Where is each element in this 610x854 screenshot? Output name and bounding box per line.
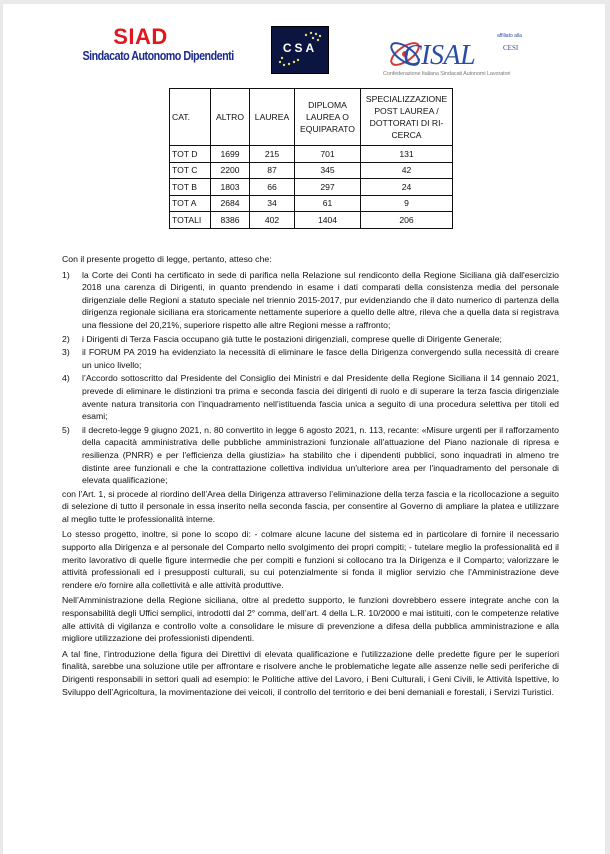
csa-logo <box>271 26 329 74</box>
list-item <box>62 424 559 487</box>
table-cell: TOT D <box>170 146 211 163</box>
table-cell: 345 <box>295 162 361 179</box>
table-cell: TOT C <box>170 162 211 179</box>
table-cell: 1404 <box>295 212 361 229</box>
cisal-logo <box>383 28 543 82</box>
table-cell: 1699 <box>211 146 250 163</box>
body-paragraph: A tal fine, l’introduzione della figura dei Direttivi di elevata qualificazione e l'utilizzazione delle predette figure per le superiori finalità, sarebbe una soluzione utile per affrontare e risolvere anche le problematiche legate alle assenze nelle sedi periferiche di Dirigenti responsabili in settori quali ad esempio: le Politiche attive del Lavoro, i Beni Culturali, i Geni Civili, le Attività Ispettive, lo Sviluppo dell’Agricoltura, la movimentazione dei veicoli, il controllo del territorio e dei beni demaniali e forestali, i Servizi Turistici. <box>62 648 559 697</box>
list-item <box>62 346 559 371</box>
body-paragraph: Nell’Amministrazione della Regione siciliana, oltre al predetto supporto, le funzioni dovrebbero essere integrate anche con la responsabilità degli Uffici semplici, introdotti dal 2° comma, dell’art. 4 della L.R. 10/2000 e mai istituiti, con le competenze relative alle attività di vigilanza e controllo volte a consolidare le misure di prevenzione a difesa della pubblica amministrazione e alla migliore utilizzazione dei professionisti dipendenti. <box>62 595 559 644</box>
table-header-cell: LAUREA <box>250 89 295 146</box>
list-item-text: l’Accordo sottoscritto dal Presidente del Consiglio dei Ministri e dal Presidente della Regione Siciliana il 14 gennaio 2021, prevede di eliminare le distinzioni tra prima e seconda fascia dei dirigenti di ruolo e di superare la terza fascia dirigenziale avente natura transitoria con l’inquadramento nell’istituenda fascia unica a seguito di una procedura selettiva per titoli ed esami; <box>82 373 559 422</box>
table-header-cell: CAT. <box>170 89 211 146</box>
list-item-text: il FORUM PA 2019 ha evidenziato la necessità di eliminare le fasce della Dirigenza convergendo sulla necessità di creare un unico livello; <box>82 347 559 370</box>
table-cell: 66 <box>250 179 295 196</box>
table-cell: 2200 <box>211 162 250 179</box>
table-cell: 9 <box>361 195 453 212</box>
table-cell: 8386 <box>211 212 250 229</box>
cisal-logo-title: CISAL <box>403 40 476 71</box>
list-item-text: il decreto-legge 9 giugno 2021, n. 80 convertito in legge 6 agosto 2021, n. 113, recante: «Misure urgenti per il rafforzamento della capacità amministrativa delle pubbliche amministrazioni funzionale all'attuazione del Piano nazionale di ripresa e resilienza (PNRR) e per l'efficienza della giustizia» ha stabilito che i dipendenti pubblici, sono inquadrati in almeno tre distinte aree funzionali e che la contrattazione collettiva individua un'ulteriore area per l'inquadramento del personale di elevata qualificazione; <box>82 424 559 486</box>
table-cell: 42 <box>361 162 453 179</box>
table-cell: 1803 <box>211 179 250 196</box>
table-cell: 87 <box>250 162 295 179</box>
body-paragraph: con l’Art. 1, si procede al riordino dell’Area della Dirigenza attraverso l’eliminazione della terza fascia e la ricollocazione a seguito di selezione di tutto il personale in essa inserito nella seconda fascia, per consentire al Governo di ampliare la platea e utilizzare al meglio tutte le professionalità interne. <box>62 488 559 524</box>
table-cell: 402 <box>250 212 295 229</box>
intro-paragraph: Con il presente progetto di legge, pertanto, atteso che: <box>62 254 272 264</box>
body-paragraph: Lo stesso progetto, inoltre, si pone lo scopo di: - colmare alcune lacune del sistema ed in particolare di fornire il necessario supporto alla Dirigenza e al personale del Comparto nello svolgimento dei propri compiti; - tutelare meglio la professionalità ed il merito lavorativo di quelle figure intermedie che per compiti e funzioni si collocano tra la Dirigenza e il Comparto; valorizzare le attività professionali ed i presupposti culturali, su cui potenzialmente si fonda il miglior servizio che l'Amministrazione deve rendere e/o fornire alla collettività e alle attività produttive. <box>62 529 559 590</box>
table-cell: TOT A <box>170 195 211 212</box>
list-item-text: la Corte dei Conti ha certificato in sede di parifica nella Relazione sul rendiconto della Regione Siciliana già dall'esercizio 2018 una carenza di Dirigenti, in quanto prendendo in esame i dati comparati della consistenza media del personale dirigenziale delle Regioni a statuto speciale nel triennio 2015-2017, pur evidenziando che il dato numerico di partenza della dirigenza regionale siciliana era storicamente nettamente superiore a quello delle altre, rileva che a quella data si registrava una flessione del 20,21%, superiore rispetto alle altre Regioni messe a raffronto; <box>82 269 559 330</box>
list-item-number: 5) <box>62 424 70 435</box>
siad-logo <box>73 24 234 64</box>
list-item <box>62 269 559 332</box>
document-body <box>62 253 559 701</box>
table-row <box>170 195 453 212</box>
table-header-cell: SPECIALIZZAZIONE POST LAUREA / DOTTORATI DI RI-CERCA <box>361 89 453 146</box>
table-cell: 24 <box>361 179 453 196</box>
list-item-number: 1) <box>62 269 70 280</box>
table-cell: 34 <box>250 195 295 212</box>
cisal-logo-subtitle: Confederazione Italiana Sindacati Autonomi Lavoratori <box>383 71 511 77</box>
table-cell: TOTALI <box>170 212 211 229</box>
list-item <box>62 372 559 422</box>
table-cell: TOT B <box>170 179 211 196</box>
table-header-cell: ALTRO <box>211 89 250 146</box>
personnel-qualification-table <box>169 88 453 229</box>
list-item-number: 3) <box>62 347 70 358</box>
table-cell: 297 <box>295 179 361 196</box>
csa-logo-title: CSA <box>282 41 318 55</box>
table-header-row <box>170 89 453 146</box>
cisal-affiliation-label: affiliato alla <box>497 33 522 39</box>
table-cell: 131 <box>361 146 453 163</box>
list-item-number: 4) <box>62 373 70 384</box>
siad-logo-title: SIAD <box>113 24 168 49</box>
table-row <box>170 179 453 196</box>
list-item <box>62 333 559 346</box>
table-cell: 206 <box>361 212 453 229</box>
table-cell: 215 <box>250 146 295 163</box>
table-cell: 2684 <box>211 195 250 212</box>
list-item-number: 2) <box>62 333 70 344</box>
list-item-text: i Dirigenti di Terza Fascia occupano già tutte le postazioni dirigenziali, comprese quelle di Dirigente Generale; <box>82 333 502 344</box>
table-row <box>170 162 453 179</box>
table-row-totals <box>170 212 453 229</box>
siad-logo-subtitle: Sindacato Autonomo Dipendenti <box>82 49 234 63</box>
cisal-affiliation: CESI <box>503 44 519 52</box>
table-row <box>170 146 453 163</box>
table-cell: 61 <box>295 195 361 212</box>
document-page <box>3 4 605 854</box>
table-header-cell: DIPLOMA LAUREA O EQUIPARATO <box>295 89 361 146</box>
table-cell: 701 <box>295 146 361 163</box>
